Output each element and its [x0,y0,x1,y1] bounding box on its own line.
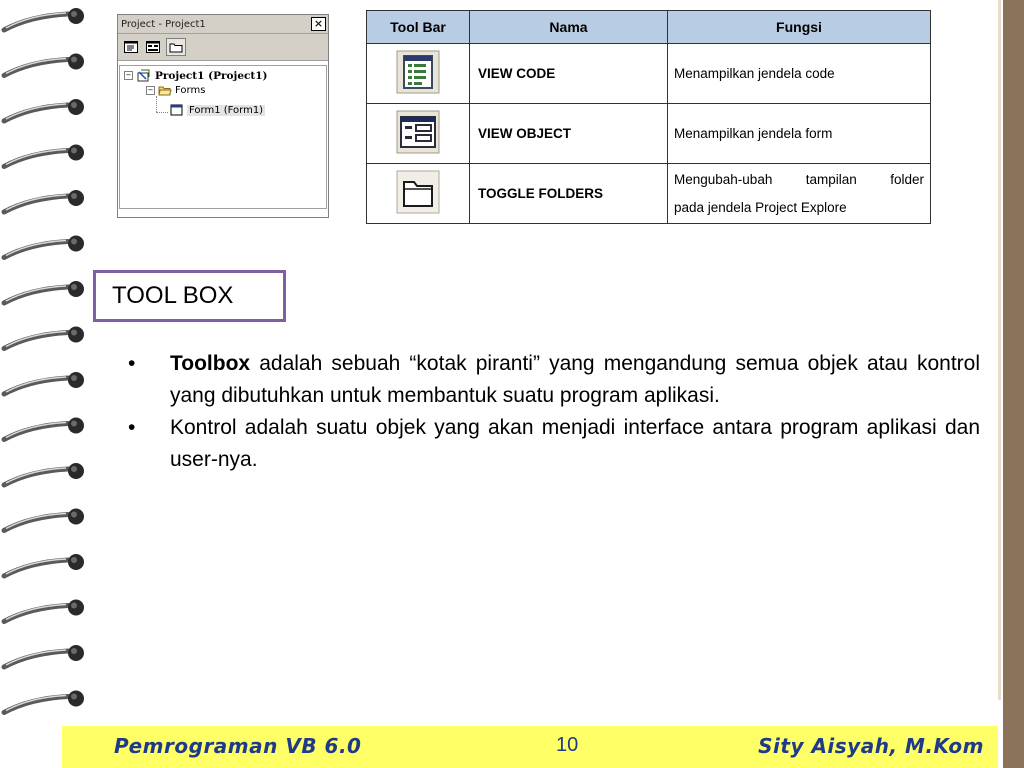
footer-course-title: Pemrograman VB 6.0 [114,734,362,758]
collapse-icon[interactable]: − [125,71,132,79]
toggle-folders-icon [396,170,440,214]
spiral-ring [4,463,84,485]
spiral-ring [4,372,84,394]
spiral-ring [4,327,84,349]
fungsi-line: pada jendela Project Explore [674,199,847,215]
spiral-ring [4,236,84,258]
view-object-icon [146,41,160,53]
bullet-list [126,348,980,476]
header-toolbar: Tool Bar [367,11,470,44]
spiral-ring [4,509,84,531]
tree-item-project[interactable] [124,69,268,82]
spiral-ring [4,54,84,76]
tree-label-forms: Forms [175,85,206,96]
footer-bar [62,726,998,768]
spiral-ring [4,8,84,30]
table-cell-icon [367,104,470,164]
tree-label-form1: Form1 (Form1) [189,104,264,116]
table-cell-name: TOGGLE FOLDERS [470,164,668,224]
table-row [367,164,931,224]
view-object-button[interactable] [144,39,162,55]
table-cell-icon [367,44,470,104]
section-heading-text: TOOL BOX [112,282,234,309]
view-code-icon [124,41,138,53]
form-icon [170,104,184,116]
spiral-ring [4,418,84,440]
table-header-row [367,11,931,44]
definition-text: Kontrol adalah suatu objek yang akan menjadi interface antara program aplikasi dan user-nya. [170,416,980,471]
spiral-ring [4,691,84,713]
spiral-ring [4,554,84,576]
fungsi-line: Menampilkan jendela form [674,125,833,141]
view-object-icon [396,110,440,154]
footer-author: Sity Aisyah, M.Kom [758,734,984,758]
page-number: 10 [556,734,579,756]
tree-connector [156,112,168,114]
view-code-icon [396,50,440,94]
tree-item-form1[interactable] [170,104,265,116]
bullet-marker: • [128,416,136,439]
spiral-ring [4,190,84,212]
spiral-binding [0,0,100,768]
table-row [367,104,931,164]
project-explorer-toolbar [118,34,328,61]
table-cell-fungsi [668,164,931,224]
list-item [126,412,980,476]
spiral-ring [4,600,84,622]
term-toolbox: Toolbox [170,352,251,375]
collapse-icon[interactable]: − [147,86,154,94]
tree-item-forms[interactable] [146,85,205,96]
table-row [367,44,931,104]
bullet-marker: • [128,352,136,375]
folder-icon [169,41,183,53]
fungsi-line: Mengubah-ubah tampilan folder [674,171,924,187]
toolbar-info-table [366,10,931,224]
fungsi-line: Menampilkan jendela code [674,65,835,81]
table-cell-name: VIEW CODE [470,44,668,104]
spiral-ring [4,281,84,303]
project-icon [136,69,152,82]
view-code-button[interactable] [122,39,140,55]
right-edge-strip [1003,0,1024,768]
header-fungsi: Fungsi [668,11,931,44]
spiral-ring [4,99,84,121]
list-item [126,348,980,412]
section-heading [93,270,286,322]
close-icon[interactable]: × [311,17,326,31]
project-explorer-title: Project - Project1 [121,18,206,30]
tree-connector [156,96,158,112]
project-explorer-window [117,14,329,218]
table-cell-name: VIEW OBJECT [470,104,668,164]
header-nama: Nama [470,11,668,44]
toggle-folders-button[interactable] [166,38,186,56]
definition-text: adalah sebuah “kotak piranti” yang mengandung semua objek atau kontrol yang dibutuhkan untuk membantuk suatu program aplikasi. [170,352,980,407]
table-cell-icon [367,164,470,224]
project-tree [119,65,327,209]
table-cell-fungsi [668,104,931,164]
spiral-ring [4,645,84,667]
tree-label-project: Project1 (Project1) [155,69,268,82]
spiral-ring [4,145,84,167]
right-edge-line [998,0,1001,700]
table-cell-fungsi [668,44,931,104]
folder-open-icon [158,85,172,96]
project-explorer-titlebar [118,15,328,34]
